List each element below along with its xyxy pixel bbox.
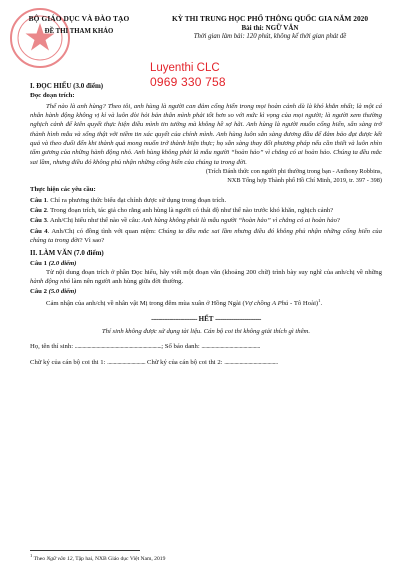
question-4-text-c: ? Vì sao?: [79, 237, 105, 244]
candidate-name-line: Họ, tên thí sinh: ....................................................................; Số báo danh: ..............................................: [30, 343, 260, 351]
writing-question-1-text-c: làm nên người anh hùng giữa đời thường.: [70, 278, 184, 286]
exam-title: KỲ THI TRUNG HỌC PHỔ THÔNG QUỐC GIA NĂM 2020: [171, 14, 369, 23]
reference-tag: ĐỀ THI THAM KHẢO: [44, 28, 114, 35]
candidate-name-label: Họ, tên thí sinh:: [30, 343, 74, 351]
writing-question-2-heading: [30, 287, 382, 296]
watermark-phone: 0969 330 758: [150, 75, 226, 89]
question-4-quote: Chúng ta đều mắc sai lầm nhưng điều đó không phủ nhận những cống hiến của chúng ta trong đời: [30, 227, 382, 244]
writing-question-2-text-c: - Tô Hoài): [288, 300, 319, 308]
end-marker: ------------------------- HẾT -------------------------: [151, 314, 261, 323]
writing-question-1-label: Câu 1: [30, 259, 47, 267]
question-2-text: . Trong đoạn trích, tác giả cho rằng anh hùng là người có thái độ như thế nào trước khó khăn, nghịch cảnh?: [46, 206, 334, 214]
writing-question-1-points: (2.0 điểm): [48, 259, 77, 267]
watermark-name: Luyenthi CLC: [150, 62, 220, 74]
header-right: [150, 14, 390, 40]
header-left: [14, 14, 144, 35]
question-1: [30, 196, 382, 205]
question-2-label: Câu 2: [30, 206, 47, 214]
passage-label: Đọc đoạn trích:: [30, 92, 75, 100]
candidate-number-label: ; Số báo danh:: [161, 343, 200, 351]
section-reading-title: I. ĐỌC HIỂU (3.0 điểm): [30, 82, 104, 90]
source-line-1: (Trích Đánh thức con người phi thường trong bạn - Anthony Robbins,: [205, 168, 382, 176]
writing-question-2-text: [30, 296, 382, 309]
question-3-label: Câu 3: [30, 217, 47, 225]
footnote-text-c: , Tập hai, NXB Giáo dục Việt Nam, 2019: [72, 555, 166, 562]
question-1-label: Câu 1: [30, 196, 47, 204]
question-3-text-a: . Anh/Chị hiểu như thế nào về câu:: [46, 217, 142, 225]
question-4: [30, 227, 382, 246]
writing-question-2-label: Câu 2: [30, 287, 47, 295]
writing-question-1-heading: [30, 259, 382, 268]
writing-question-1-text-a: Từ nội dung đoạn trích ở phần Đọc hiểu, hãy viết một đoạn văn (khoảng 200 chữ) trình bày suy nghĩ của anh/chị về những: [46, 269, 382, 277]
question-4-label: Câu 4: [30, 227, 48, 235]
question-3-quote: Anh hùng không phải là mẫu người “hoàn hảo” vì chẳng có ai hoàn hảo: [141, 217, 337, 225]
question-3-text-c: ?: [336, 217, 340, 225]
footnote-divider: [30, 550, 140, 551]
writing-question-2-work: Vợ chồng A Phủ: [244, 300, 289, 308]
reading-passage: Thế nào là anh hùng? Theo tôi, anh hùng là người can đảm cống hiến trong mọi hoàn cảnh dù là khó khăn nhất; là một cá nhân hành động không vị kỉ và luôn đòi hỏi bản thân mình phải tốt hơn so với mức kì vọng của mọi người; là người xem thường nghịch cảnh để kiên quyết thực hiện điều mình tin tưởng mà không hề sợ hãi. Anh hùng là người muốn cống hiến, sẵn sàng trở thành hình mẫu và sống thật với niềm tin xác quyết của chính mình. Anh hùng luôn sẵn sàng đương đầu để đảm bảo đạt được kết quả và theo đuổi đến khi thành quả mong muốn trở thành hiện thực; họ sẵn sàng thay đổi phương pháp nếu cần thiết và luôn nhìn tấm gương của những hành động nhỏ. Anh hùng không phải là mẫu người “hoàn hảo” vì chẳng có ai hoàn hảo. Chúng ta đều mắc sai lầm, nhưng điều đó không phủ nhận những cống hiến của chúng ta trong đời.: [30, 102, 382, 166]
question-2: [30, 206, 382, 215]
signature-1-label: Chữ ký của cán bộ coi thi 1:: [30, 358, 106, 366]
writing-question-2-text-a: Cảm nhận của anh/chị về nhân vật Mị trong đêm mùa xuân ở Hồng Ngài (: [46, 300, 245, 308]
writing-question-1-text: [30, 268, 382, 287]
ministry-name: BỘ GIÁO DỤC VÀ ĐÀO TẠO: [28, 14, 130, 23]
footnote-text-a: Theo: [32, 555, 47, 562]
exam-time: Thời gian làm bài: 120 phút, không kể thời gian phát đề: [193, 33, 347, 40]
footnote-number: 1: [30, 553, 33, 558]
source-line-2: NXB Tổng hợp Thành phố Hồ Chí Minh, 2019, tr. 397 - 398): [227, 176, 382, 184]
footnote: [30, 553, 165, 562]
exam-note: Thí sinh không được sử dụng tài liệu. Cán bộ coi thi không giải thích gì thêm.: [101, 327, 311, 335]
footnote-book: Ngữ văn 12: [46, 555, 73, 562]
footnote-ref: 1: [318, 298, 321, 304]
exam-content: [30, 82, 382, 367]
question-3: [30, 216, 382, 225]
section-writing-title: II. LÀM VĂN (7.0 điểm): [30, 249, 104, 258]
exam-subject: Bài thi: NGỮ VĂN: [241, 24, 299, 32]
writing-question-1-emphasis: hành động nhỏ: [30, 278, 71, 286]
question-1-text: . Chỉ ra phương thức biểu đạt chính được sử dụng trong đoạn trích.: [46, 196, 227, 204]
writing-question-2-points: (5.0 điểm): [48, 287, 77, 295]
signature-2-label: Chữ ký của cán bộ coi thi 2:: [147, 358, 223, 366]
writing-question-2-text-d: .: [320, 300, 323, 308]
requirements-label: Thực hiện các yêu cầu:: [30, 186, 96, 194]
signature-line: Chữ ký của cán bộ coi thi 1: .............................. Chữ ký của cán bộ coi thi 2: ..........................................: [30, 358, 278, 366]
passage-source: [30, 168, 382, 185]
question-4-text-a: . Anh/Chị có đồng tình với quan niệm:: [47, 227, 159, 235]
end-marker-text: HẾT: [198, 314, 214, 323]
